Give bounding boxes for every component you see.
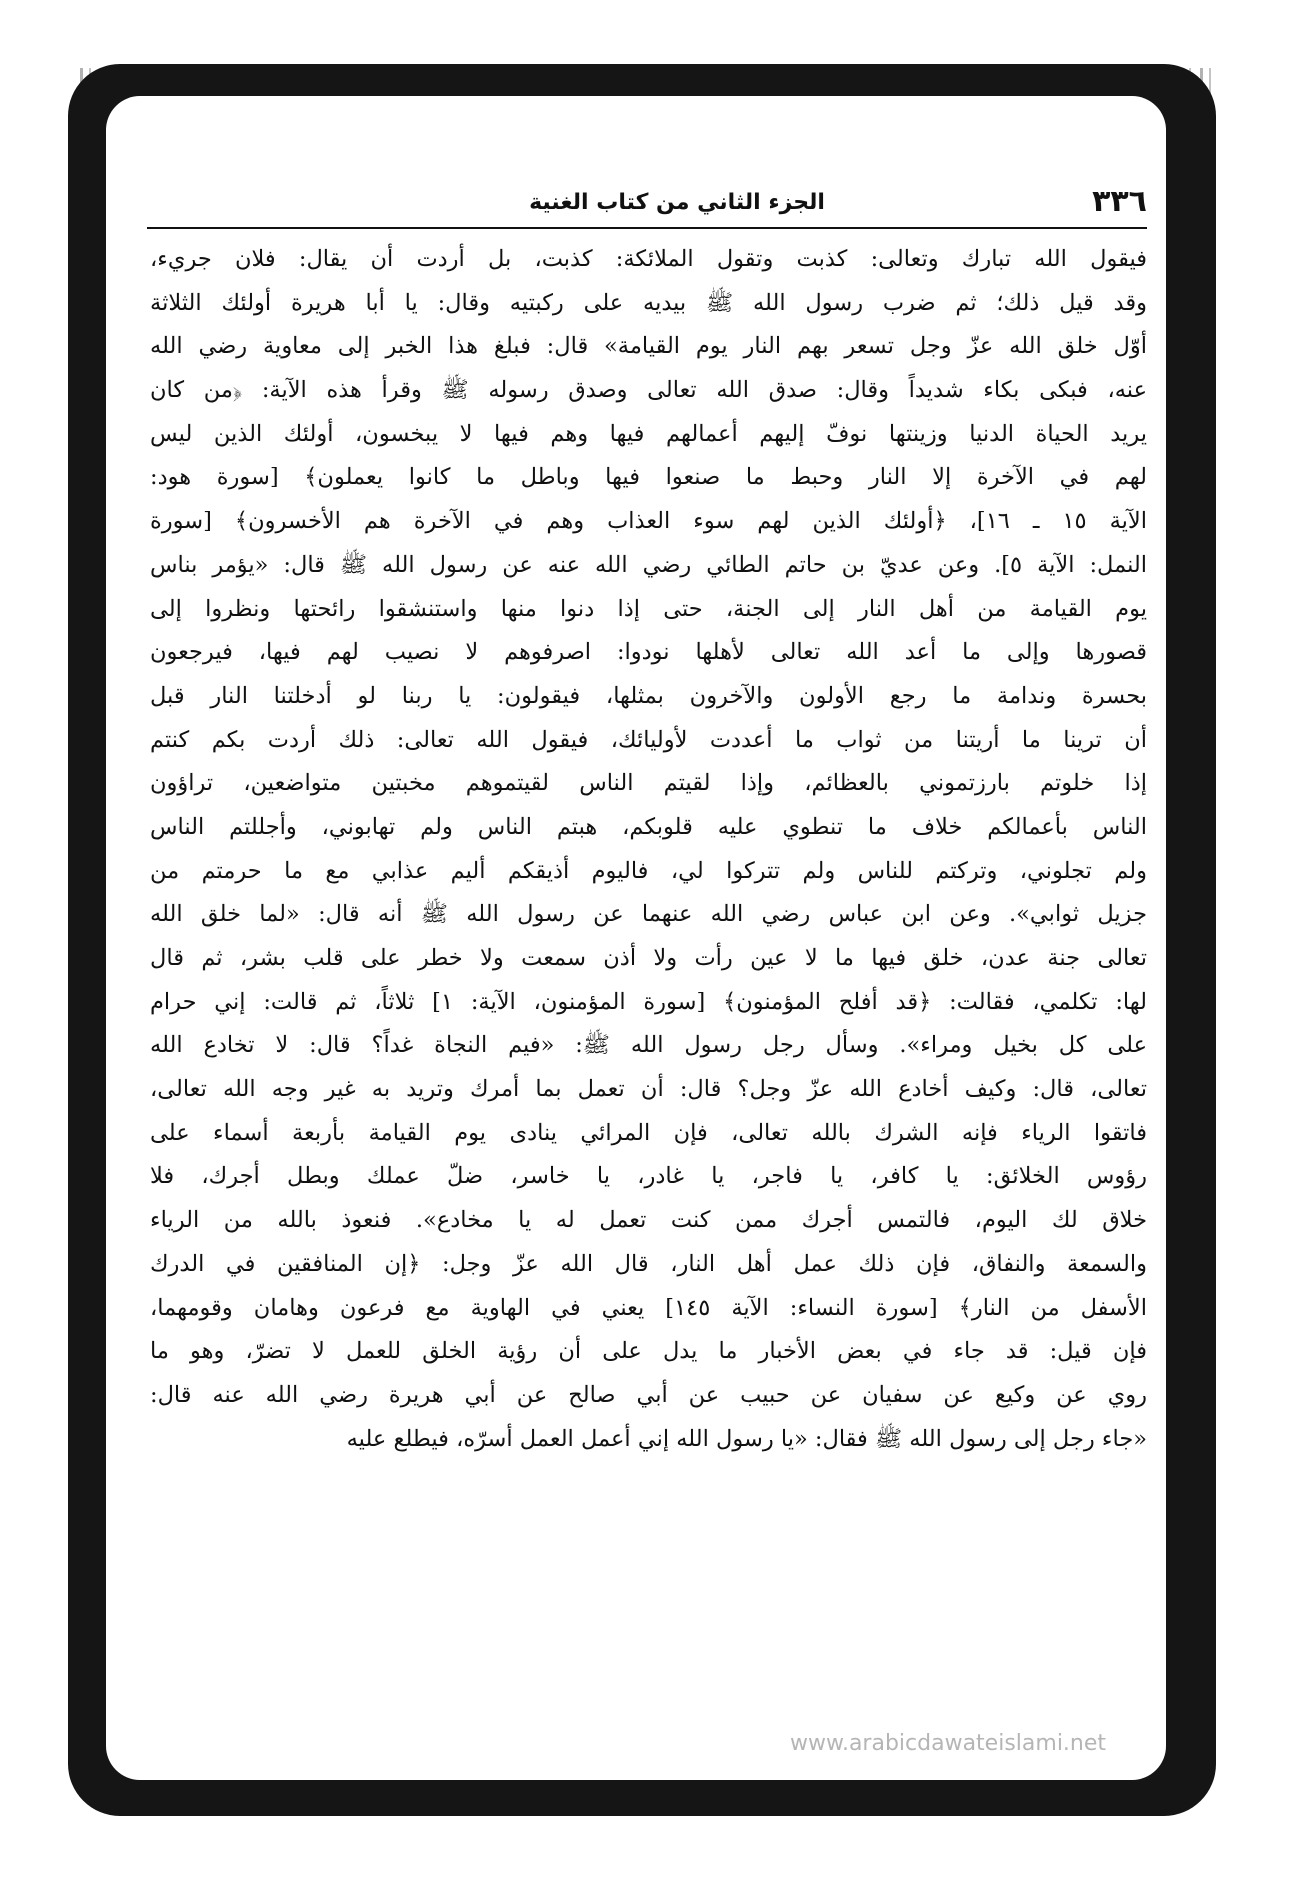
header-divider	[147, 227, 1147, 229]
text-line: أن ترينا ما أريتنا من ثواب ما أعددت لأوليائك، فيقول الله تعالى: ذلك أردت بكم كنتم	[150, 726, 1147, 753]
text-line: أوّل خلق الله عزّ وجل تسعر بهم النار يوم القيامة» قال: فبلغ هذا الخبر إلى معاوية رضي الله	[150, 333, 1147, 360]
text-line: ولم تجلوني، وتركتم للناس ولم تتركوا لي، فاليوم أذيقكم أليم عذابي مع ما حرمتم من	[150, 857, 1147, 884]
text-line: تعالى جنة عدن، خلق فيها ما لا عين رأت ولا أذن سمعت ولا خطر على قلب بشر، ثم قال	[150, 945, 1147, 971]
running-title: الجزء الثاني من كتاب الغنية	[529, 190, 825, 215]
text-line: الآية ١٥ ـ ١٦]، ﴿أولئك الذين لهم سوء العذاب وهم في الآخرة هم الأخسرون﴾ [سورة	[150, 508, 1147, 535]
text-line: والسمعة والنفاق، فإن ذلك عمل أهل النار، قال الله عزّ وجل: ﴿إن المنافقين في الدرك	[150, 1250, 1147, 1277]
text-line: النمل: الآية ٥]. وعن عديّ بن حاتم الطائي رضي الله عنه عن رسول الله ﷺ قال: «يؤمر بناس	[150, 551, 1147, 578]
text-line: وقد قيل ذلك؛ ثم ضرب رسول الله ﷺ بيديه على ركبتيه وقال: يا أبا هريرة أولئك الثلاثة	[150, 289, 1147, 316]
text-line: «جاء رجل إلى رسول الله ﷺ فقال: «يا رسول الله إني أعمل العمل أسرّه، فيطلع عليه	[346, 1425, 1147, 1452]
text-line: روي عن وكيع عن سفيان عن حبيب عن أبي صالح عن أبي هريرة رضي الله عنه قال:	[150, 1381, 1147, 1408]
text-line: الناس بأعمالكم خلاف ما تنطوي عليه قلوبكم، هبتم الناس ولم تهابوني، وأجللتم الناس	[150, 813, 1147, 840]
watermark-url: www.arabicdawateislami.net	[790, 1731, 1107, 1756]
page-header	[147, 184, 1147, 226]
text-line: يريد الحياة الدنيا وزينتها نوفّ إليهم أعمالهم فيها وهم فيها لا يبخسون، أولئك الذين ليس	[150, 420, 1147, 447]
text-line: بحسرة وندامة ما رجع الأولون والآخرون بمثلها، فيقولون: يا ربنا لو أدخلتنا النار قبل	[150, 682, 1147, 709]
page-number: ٣٣٦	[1092, 184, 1147, 219]
text-line: فيقول الله تبارك وتعالى: كذبت وتقول الملائكة: كذبت، بل أردت أن يقال: فلان جريء،	[150, 246, 1147, 272]
text-line: على كل بخيل ومراء». وسأل رجل رسول الله ﷺ: «فيم النجاة غداً؟ قال: لا تخادع الله	[150, 1032, 1147, 1059]
text-line: يوم القيامة من أهل النار إلى الجنة، حتى إذا دنوا منها واستنشقوا رائحتها ونظروا إلى	[150, 595, 1147, 622]
text-line: جزيل ثوابي». وعن ابن عباس رضي الله عنهما عن رسول الله ﷺ أنه قال: «لما خلق الله	[150, 901, 1147, 928]
text-line: خلاق لك اليوم، فالتمس أجرك ممن كنت تعمل له يا مخادع». فنعوذ بالله من الرياء	[150, 1207, 1147, 1234]
text-line: تعالى، قال: وكيف أخادع الله عزّ وجل؟ قال: أن تعمل بما أمرك وتريد به غير وجه الله تعالى،	[150, 1076, 1147, 1103]
text-line: لهم في الآخرة إلا النار وحبط ما صنعوا فيها وباطل ما كانوا يعملون﴾ [سورة هود:	[150, 464, 1147, 491]
text-line: فإن قيل: قد جاء في بعض الأخبار ما يدل على أن رؤية الخلق للعمل لا تضرّ، وهو ما	[150, 1338, 1147, 1365]
text-line: قصورها وإلى ما أعد الله تعالى لأهلها نودوا: اصرفوهم لا نصيب لهم فيها، فيرجعون	[150, 639, 1147, 666]
text-line: فاتقوا الرياء فإنه الشرك بالله تعالى، فإن المرائي ينادى يوم القيامة بأربعة أسماء على	[150, 1119, 1147, 1146]
text-line: إذا خلوتم بارزتموني بالعظائم، وإذا لقيتم الناس لقيتموهم مخبتين متواضعين، تراؤون	[150, 770, 1147, 797]
text-line: الأسفل من النار﴾ [سورة النساء: الآية ١٤٥] يعني في الهاوية مع فرعون وهامان وقومهما،	[150, 1294, 1147, 1321]
text-line: لها: تكلمي، فقالت: ﴿قد أفلح المؤمنون﴾ [سورة المؤمنون، الآية: ١] ثلاثاً، ثم قالت: إني حرام	[150, 988, 1147, 1015]
body-text	[150, 238, 1147, 1461]
text-line: رؤوس الخلائق: يا كافر، يا فاجر، يا غادر، يا خاسر، ضلّ عملك وبطل أجرك، فلا	[150, 1163, 1147, 1190]
text-line: عنه، فبكى بكاء شديداً وقال: صدق الله تعالى وصدق رسوله ﷺ وقرأ هذه الآية: ﴿من كان	[150, 377, 1147, 404]
